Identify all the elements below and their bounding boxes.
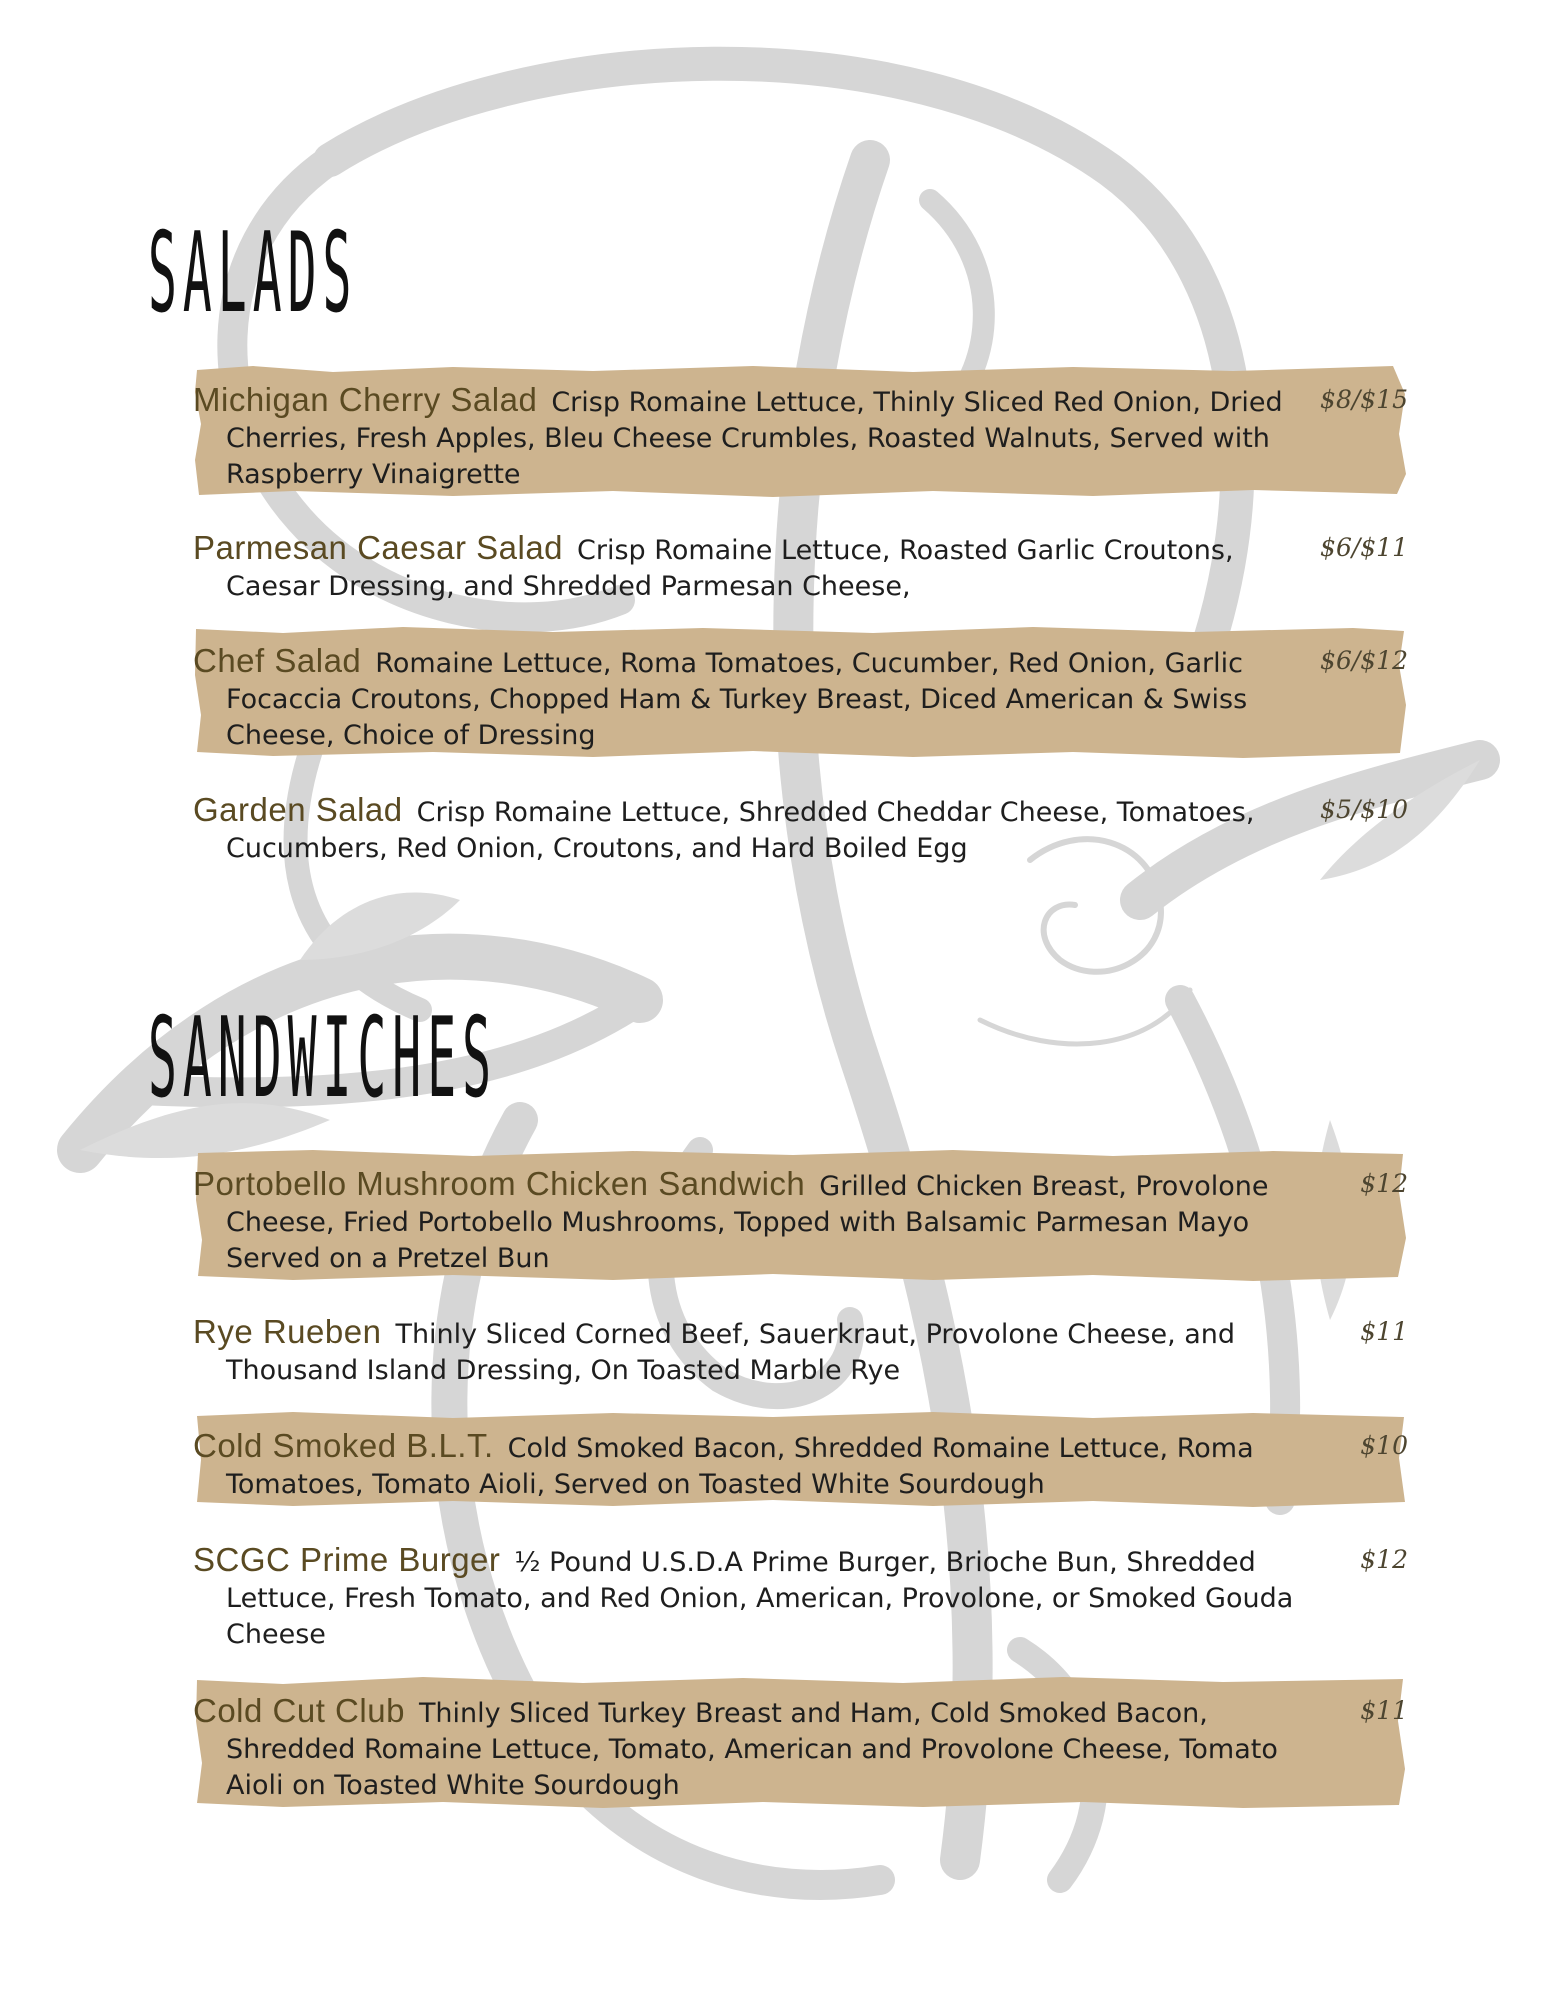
item-name: Portobello Mushroom Chicken Sandwich [193,1165,806,1202]
menu-item-parmesan-caesar-salad [193,530,1408,605]
item-price: $11 [1360,1317,1408,1346]
item-text [193,1428,1306,1503]
item-price: $12 [1360,1545,1408,1574]
menu-item-chef-salad [193,643,1408,754]
menu-item-rye-rueben [193,1314,1408,1389]
item-price: $11 [1360,1696,1408,1725]
item-price: $12 [1360,1169,1408,1198]
menu-item-scgc-prime-burger [193,1542,1408,1653]
item-text [193,643,1306,754]
item-description: Crisp Romaine Lettuce, Roasted Garlic Croutons, Caesar Dressing, and Shredded Parmesan Cheese, [226,535,1234,602]
item-name: Michigan Cherry Salad [193,381,538,418]
item-price: $10 [1360,1431,1408,1460]
item-price: $6/$12 [1320,646,1408,675]
item-text [193,792,1306,867]
item-text [193,1542,1306,1653]
item-description: ½ Pound U.S.D.A Prime Burger, Brioche Bun, Shredded Lettuce, Fresh Tomato, and Red Onion, American, Provolone, or Smoked Gouda Cheese [226,1547,1294,1650]
salads-heading: SALADS [148,210,358,339]
menu-item-garden-salad [193,792,1408,867]
item-name: Cold Smoked B.L.T. [193,1427,494,1464]
item-text [193,1693,1306,1804]
item-name: Garden Salad [193,791,403,828]
item-description: Romaine Lettuce, Roma Tomatoes, Cucumber, Red Onion, Garlic Focaccia Croutons, Chopped Ham & Turkey Breast, Diced American & Swiss Cheese, Choice of Dressing [226,648,1248,751]
item-price: $8/$15 [1320,385,1408,414]
item-text [193,530,1306,605]
item-name: Chef Salad [193,642,362,679]
sandwiches-heading: SANDWICHES [148,995,497,1124]
item-name: Cold Cut Club [193,1692,405,1729]
item-text [193,1166,1306,1277]
item-price: $6/$11 [1320,533,1408,562]
item-name: SCGC Prime Burger [193,1541,501,1578]
menu-item-cold-cut-club [193,1693,1408,1804]
item-name: Rye Rueben [193,1313,382,1350]
menu-item-michigan-cherry-salad [193,382,1408,493]
item-name: Parmesan Caesar Salad [193,529,564,566]
menu-item-portobello-mushroom-chicken-sandwich [193,1166,1408,1277]
item-description: Thinly Sliced Corned Beef, Sauerkraut, Provolone Cheese, and Thousand Island Dressing, On Toasted Marble Rye [226,1319,1236,1386]
item-description: Thinly Sliced Turkey Breast and Ham, Cold Smoked Bacon, Shredded Romaine Lettuce, Tomato, American and Provolone Cheese, Tomato Aioli on Toasted White Sourdough [226,1698,1278,1801]
item-description: Cold Smoked Bacon, Shredded Romaine Lettuce, Roma Tomatoes, Tomato Aioli, Served on Toasted White Sourdough [226,1433,1254,1500]
item-description: Crisp Romaine Lettuce, Thinly Sliced Red Onion, Dried Cherries, Fresh Apples, Bleu Cheese Crumbles, Roasted Walnuts, Served with Raspberry Vinaigrette [226,387,1283,490]
item-price: $5/$10 [1320,795,1408,824]
menu-item-cold-smoked-blt [193,1428,1408,1503]
item-text [193,382,1306,493]
item-description: Grilled Chicken Breast, Provolone Cheese, Fried Portobello Mushrooms, Topped with Balsamic Parmesan Mayo Served on a Pretzel Bun [226,1171,1269,1274]
item-text [193,1314,1306,1389]
item-description: Crisp Romaine Lettuce, Shredded Cheddar Cheese, Tomatoes, Cucumbers, Red Onion, Croutons, and Hard Boiled Egg [226,797,1255,864]
